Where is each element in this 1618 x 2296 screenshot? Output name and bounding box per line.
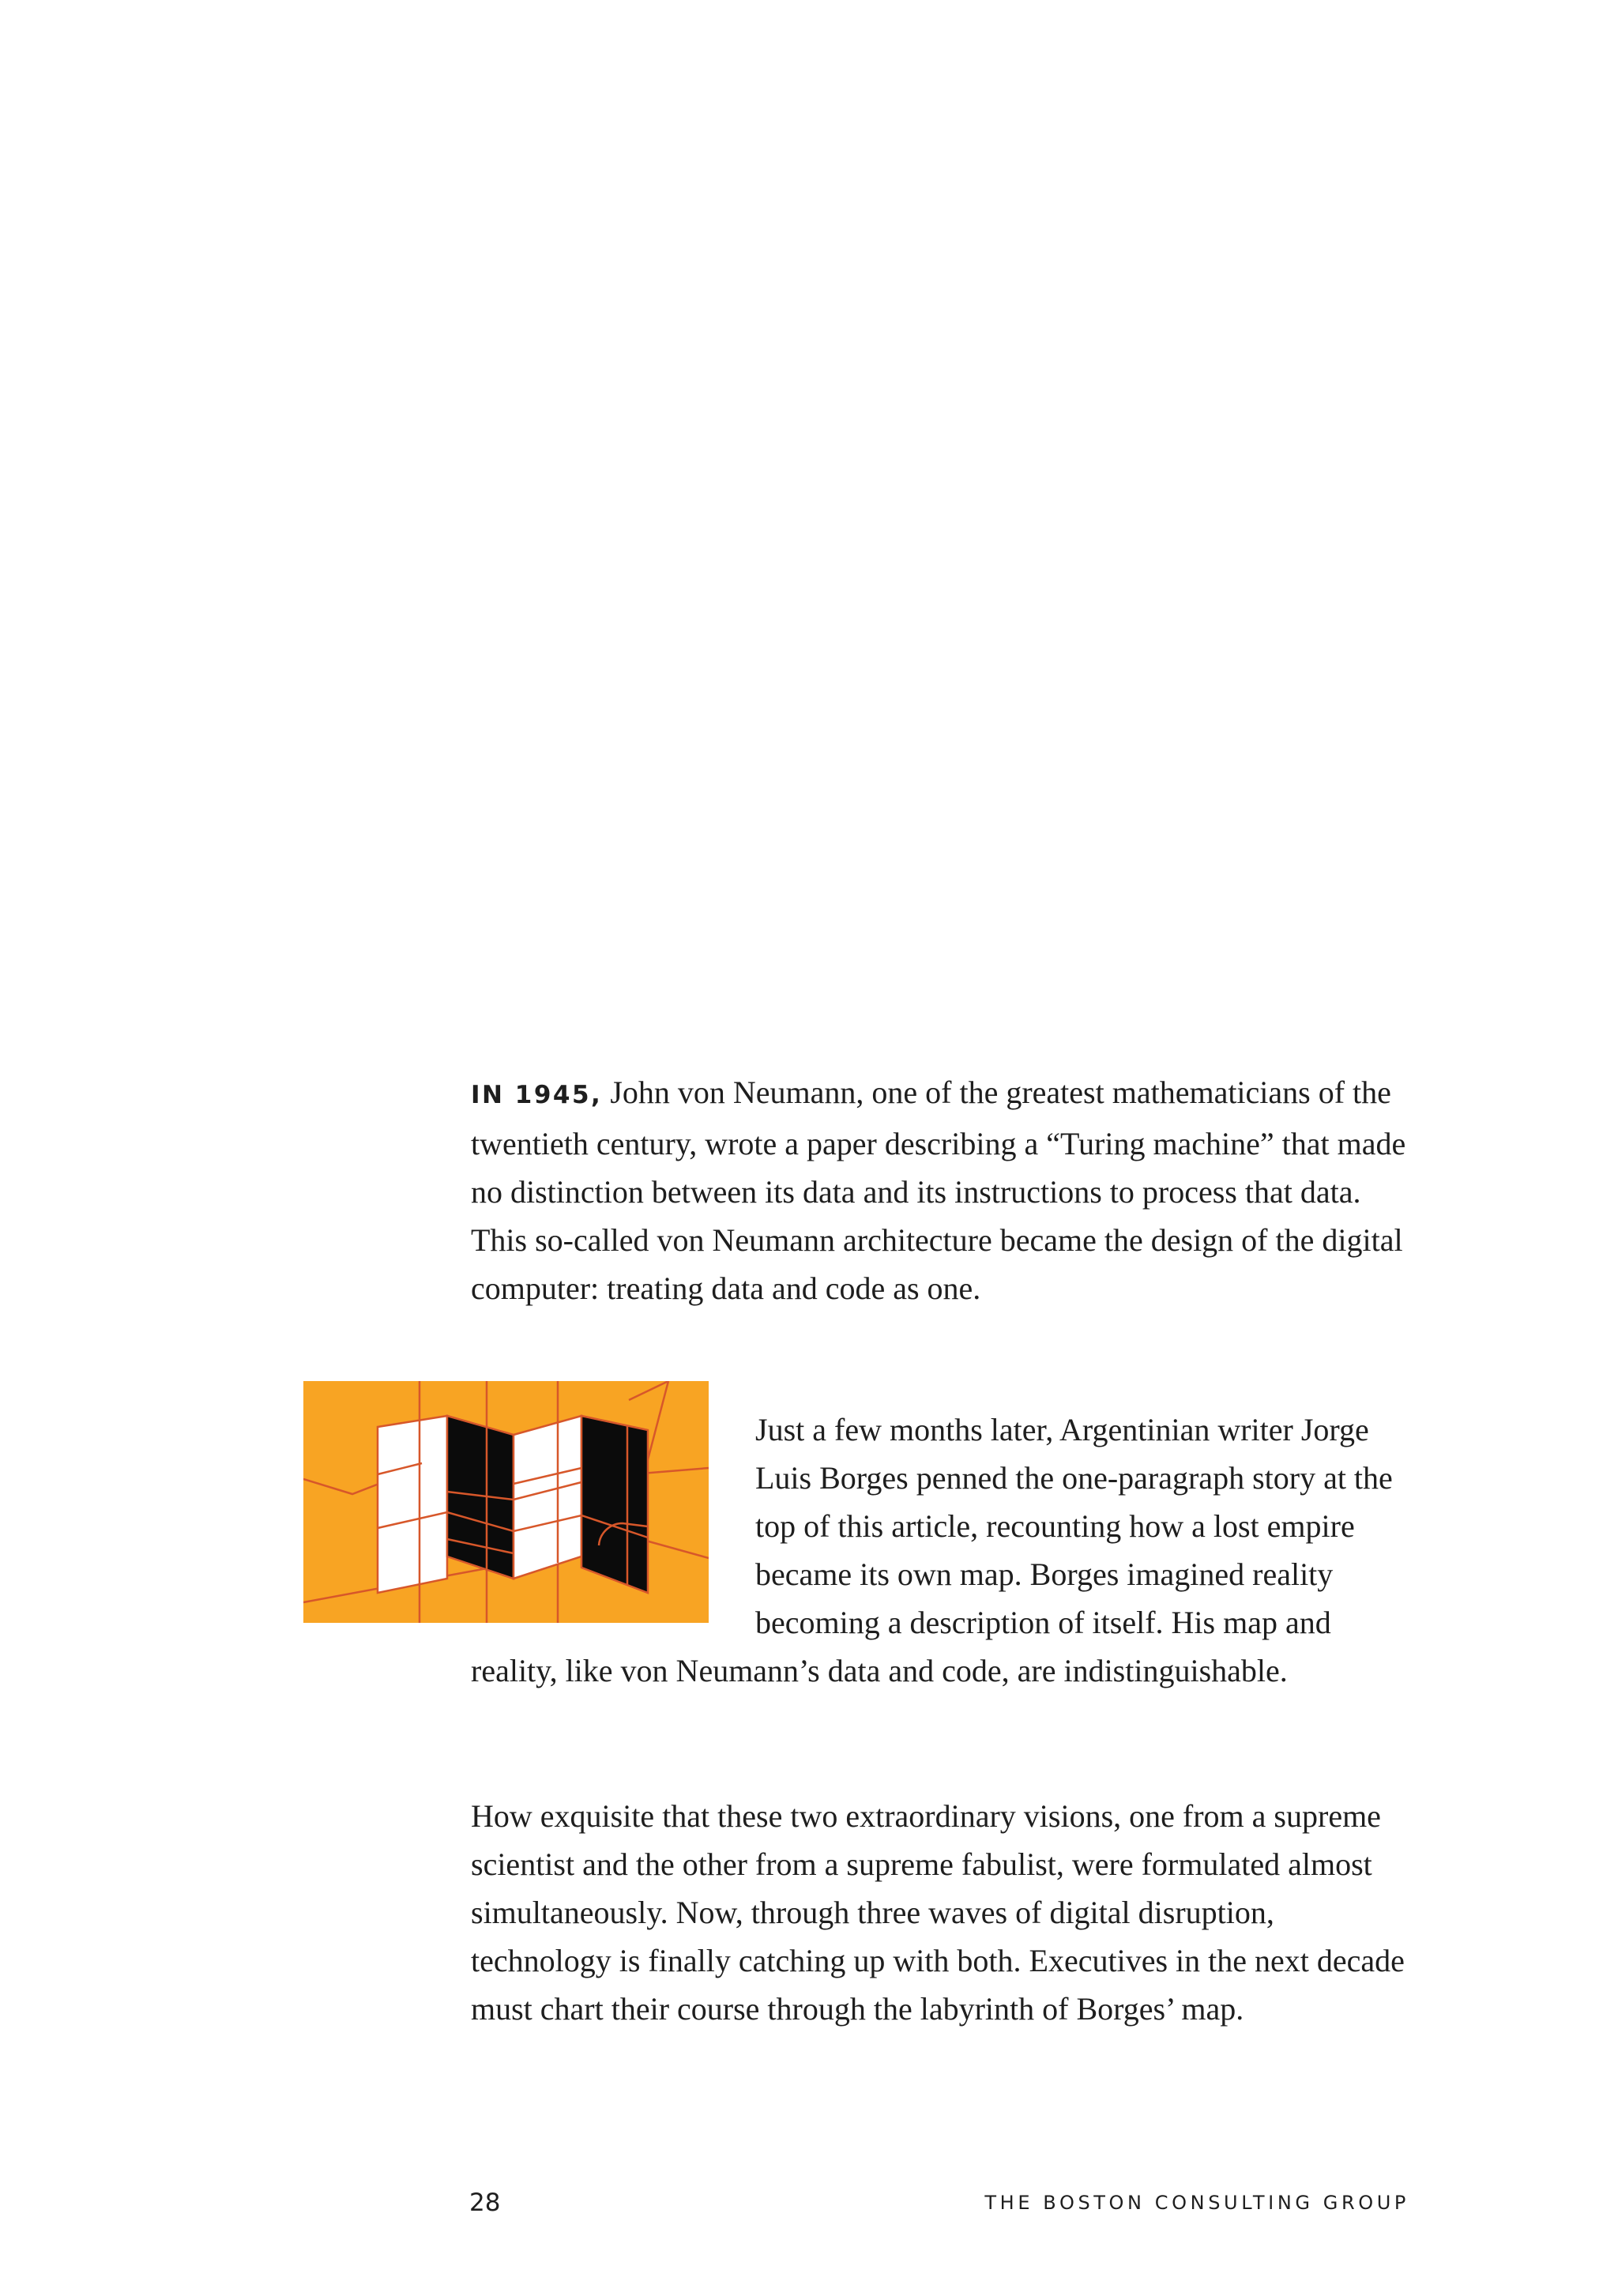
map-panel-1 [378,1416,447,1593]
illustration-spacer [471,1406,755,1637]
paragraph-intro [471,1068,1419,1312]
paragraph-intro-text: John von Neumann, one of the greatest mathematicians of the twentieth century, wrote a paper describing a “Turing machine” that made no distinction between its data and its instructions to process that data. This so-called von Neumann architecture became the design of the digital computer: treating data and code as one. [471,1075,1406,1306]
lead-in: IN 1945, [471,1081,603,1109]
paragraph-conclusion: How exquisite that these two extraordinary visions, one from a supreme scientist and the other from a supreme fabulist, were formulated almost simultaneously. Now, through three waves of digital disruption, technology is finally catching up with both. Executives in the next decade must chart their course through the labyrinth of Borges’ map. [471,1798,1405,2027]
paragraph-borges [471,1406,1419,1695]
paragraph-borges-text: Just a few months later, Argentinian writer Jorge Luis Borges penned the one-paragraph story at the top of this article, recounting how a lost empire became its own map. Borges imagined reality becoming a description of itself. His map and reality, like von Neumann’s data and code, are indistinguishable. [471,1412,1393,1688]
page-number: 28 [469,2189,501,2217]
footer-organization: THE BOSTON CONSULTING GROUP [984,2192,1409,2214]
